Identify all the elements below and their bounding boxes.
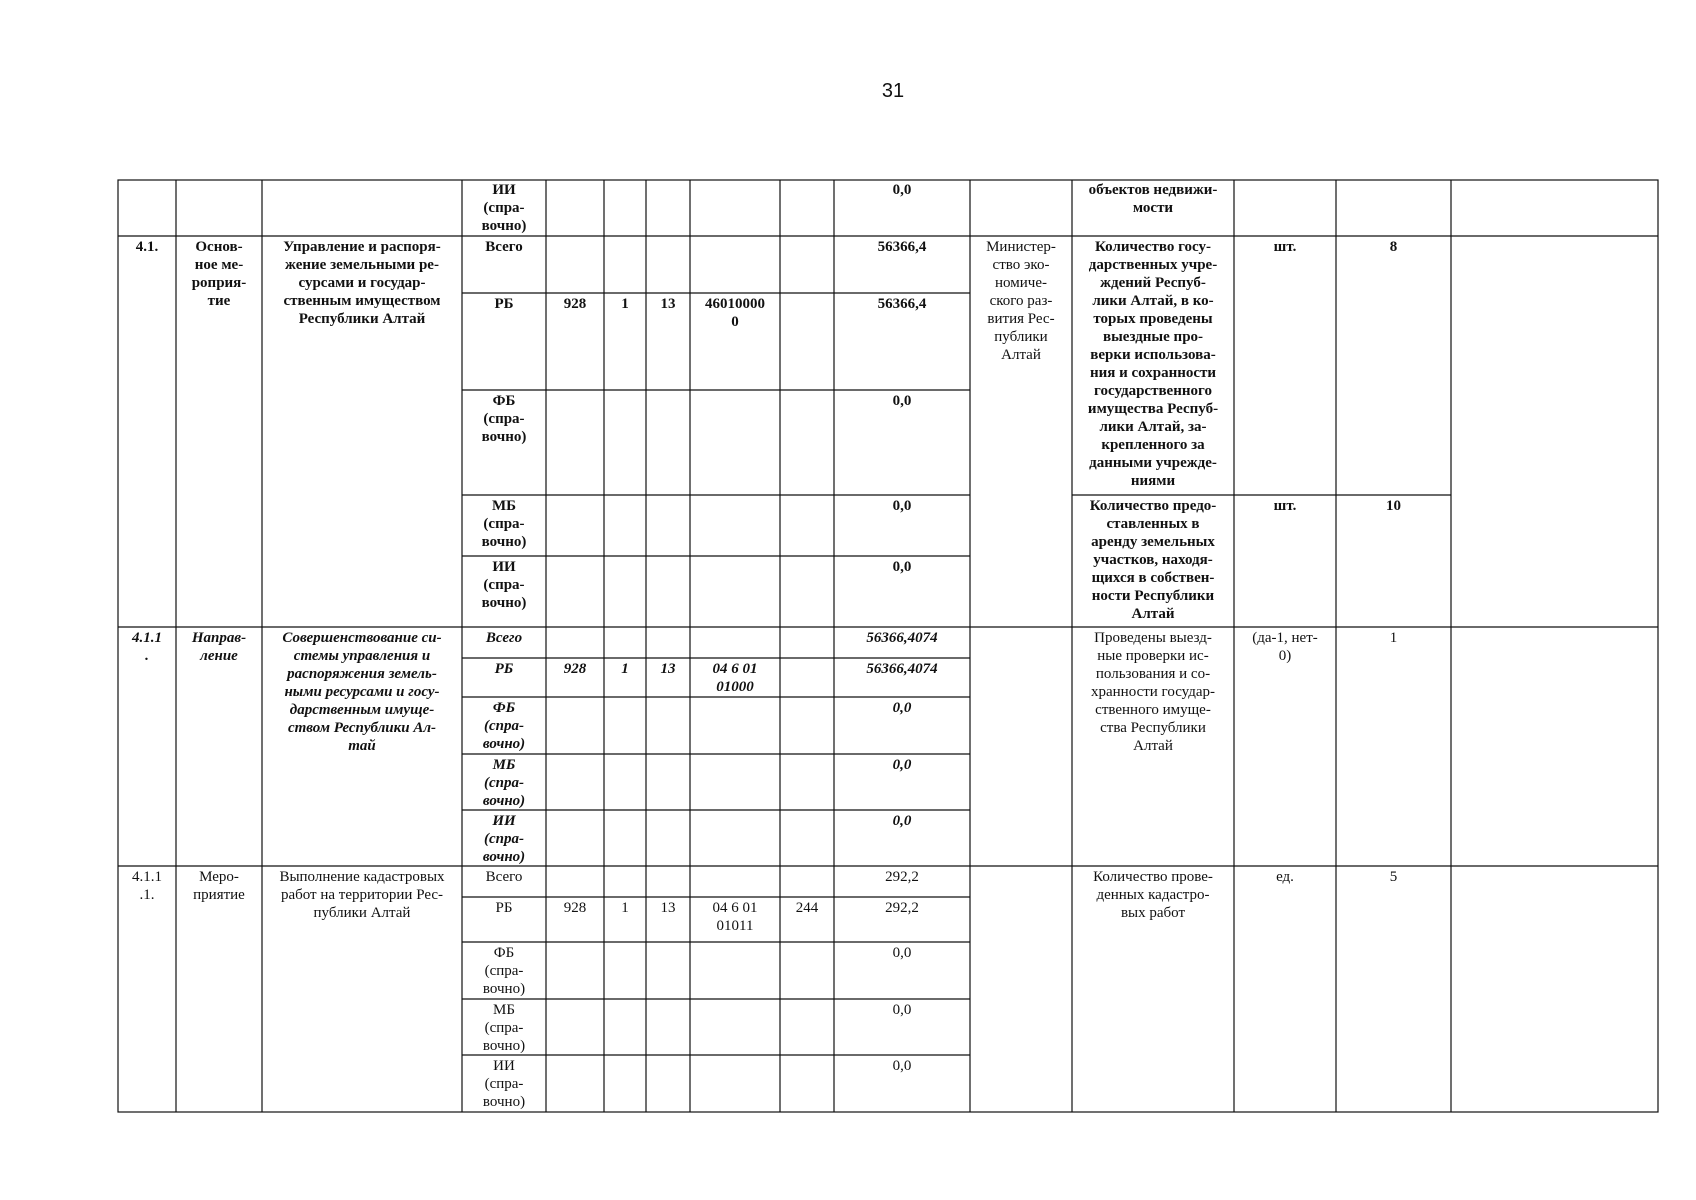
indicator-prev: объектов недвижи- мости — [1088, 182, 1218, 216]
grbs-code: 928 — [563, 296, 587, 312]
source-amount: 56366,4074 — [866, 661, 938, 677]
indicator-value: 5 — [1389, 869, 1398, 885]
source-amount: 0,0 — [892, 393, 912, 409]
indicator-value: 8 — [1389, 239, 1398, 255]
row-name: Выполнение кадастровых работ на территории Рес- публики Алтай — [279, 869, 445, 921]
source-label: ФБ (спра- вочно) — [481, 393, 527, 445]
row-name: Совершенствование си- стемы управления и распоряжения земель- ными ресурсами и госу- дарственным имуще- ством Республики Ал- тай — [282, 630, 442, 754]
amount-ii-prev: 0,0 — [892, 182, 912, 198]
rz-code: 1 — [621, 900, 629, 916]
pr-code: 13 — [660, 900, 676, 916]
source-amount: 0,0 — [892, 700, 912, 716]
source-label: МБ (спра- вочно) — [482, 757, 526, 809]
indicator-unit: шт. — [1273, 239, 1297, 255]
source-label: РБ — [494, 296, 514, 312]
source-label: ФБ (спра- вочно) — [482, 700, 526, 752]
grbs-code: 928 — [563, 661, 587, 677]
row-number: 4.1. — [135, 239, 159, 255]
grbs-code: 928 — [563, 900, 587, 916]
indicator-name: Количество госу- дарственных учре- ждений Респуб- лики Алтай, в ко- торых проведены выездные про- верки использова- ния и сохранности государственного имущества Респуб- лики Алтай, за- крепленного за данными учрежде- ниями — [1087, 239, 1219, 489]
source-label: ИИ (спра- вочно) — [482, 1058, 526, 1110]
indicator-name: Количество прове- денных кадастро- вых работ — [1093, 869, 1213, 921]
row-number: 4.1.1 .1. — [132, 869, 162, 903]
csr-code: 46010000 0 — [705, 296, 765, 330]
source-amount: 0,0 — [892, 813, 912, 829]
source-label: МБ (спра- вочно) — [482, 1002, 526, 1054]
indicator-value: 1 — [1389, 630, 1398, 646]
source-label: ФБ (спра- вочно) — [482, 945, 526, 997]
row-type: Основ- ное ме- роприя- тие — [191, 239, 247, 309]
source-amount: 292,2 — [885, 869, 919, 885]
pr-code: 13 — [660, 661, 676, 677]
csr-code: 04 6 01 01000 — [712, 661, 758, 695]
vr-code: 244 — [795, 900, 819, 916]
row-type: Меро- приятие — [193, 869, 245, 903]
source-amount: 292,2 — [885, 900, 919, 916]
source-label: МБ (спра- вочно) — [481, 498, 527, 550]
source-amount: 0,0 — [892, 559, 912, 575]
source-amount: 56366,4074 — [866, 630, 938, 646]
row-type: Направ- ление — [191, 630, 247, 664]
source-label: Всего — [485, 239, 523, 255]
source-label: Всего — [485, 630, 523, 646]
source-amount: 56366,4 — [877, 296, 927, 312]
executor: Министер- ство эко- номиче- ского раз- вития Рес- публики Алтай — [986, 239, 1056, 363]
source-amount: 0,0 — [892, 1058, 912, 1074]
source-amount: 0,0 — [892, 945, 912, 961]
source-label: РБ — [495, 900, 513, 916]
source-amount: 0,0 — [892, 498, 912, 514]
source-label: ИИ (спра- вочно) — [481, 559, 527, 611]
source-label: РБ — [494, 661, 514, 677]
source-label: Всего — [485, 869, 523, 885]
page-number: 31 — [881, 80, 905, 102]
source-ii-prev: ИИ (спра- вочно) — [481, 182, 527, 234]
csr-code: 04 6 01 01011 — [712, 900, 758, 934]
source-label: ИИ (спра- вочно) — [482, 813, 526, 865]
source-amount: 0,0 — [892, 757, 912, 773]
row-name: Управление и распоря- жение земельными ре- сурсами и государ- ственным имуществом Республики Алтай — [283, 239, 441, 327]
source-amount: 0,0 — [892, 1002, 912, 1018]
indicator-unit: (да-1, нет- 0) — [1252, 630, 1318, 664]
pr-code: 13 — [660, 296, 676, 312]
indicator-unit: шт. — [1273, 498, 1297, 514]
indicator-name: Проведены выезд- ные проверки ис- пользования и со- хранности государ- ственного имуще- ства Республики Алтай — [1090, 630, 1216, 754]
rz-code: 1 — [621, 296, 629, 312]
row-number: 4.1.1 . — [132, 630, 162, 664]
source-amount: 56366,4 — [877, 239, 927, 255]
rz-code: 1 — [621, 661, 629, 677]
indicator-value: 10 — [1386, 498, 1401, 514]
indicator-unit: ед. — [1276, 869, 1294, 885]
indicator-name: Количество предо- ставленных в аренду земельных участков, находя- щихся в собствен- ности Республики Алтай — [1089, 498, 1217, 622]
